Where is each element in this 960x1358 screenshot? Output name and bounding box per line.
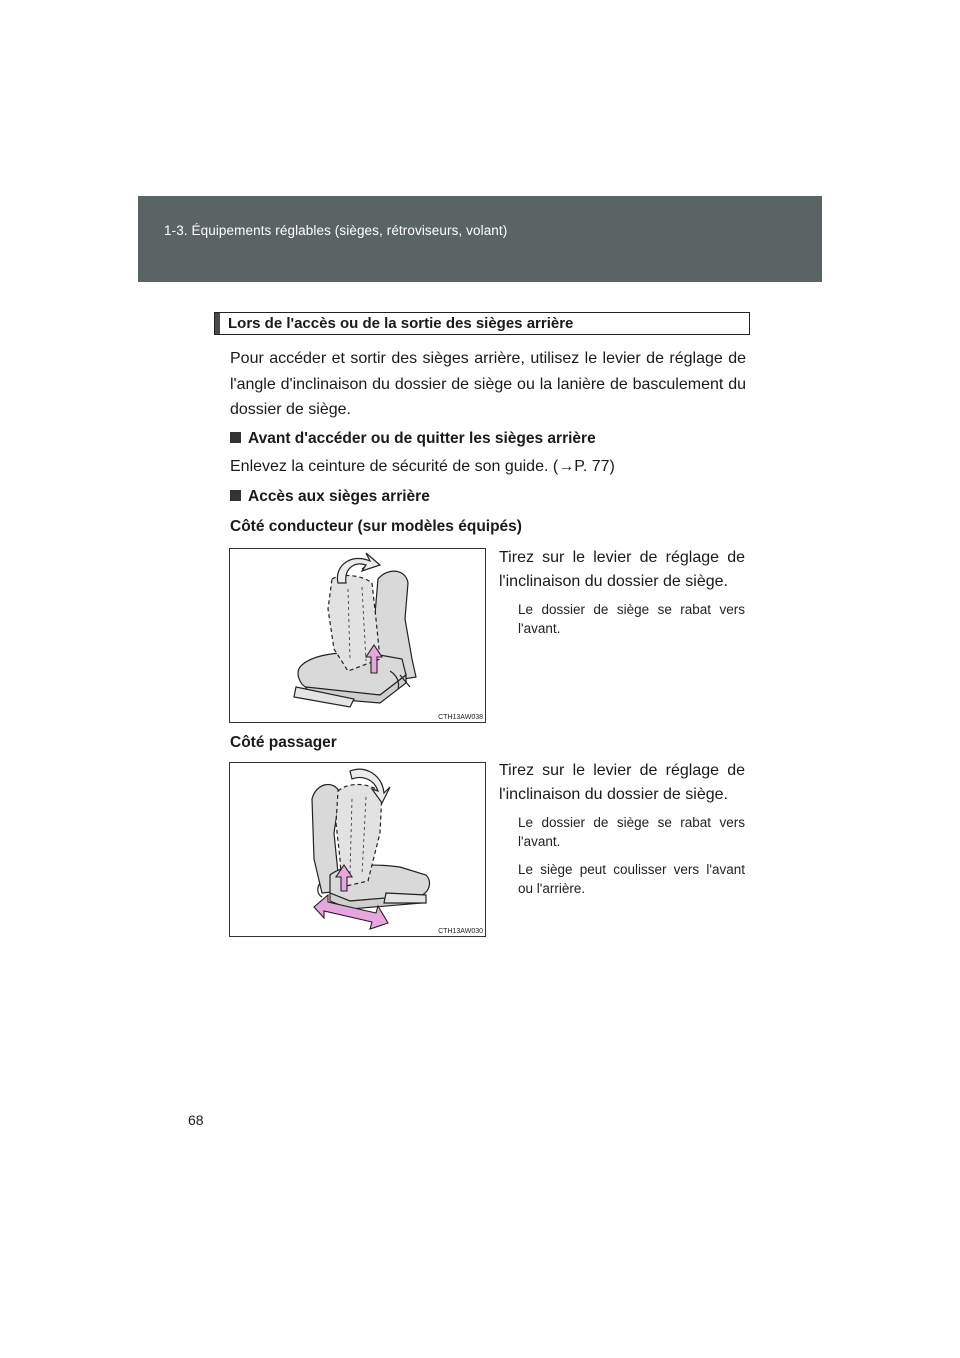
seatbelt-text: Enlevez la ceinture de sécurité de son guide. ( bbox=[230, 458, 559, 475]
passenger-side-heading: Côté passager bbox=[230, 734, 337, 751]
section-title: Lors de l'accès ou de la sortie des sièges arrière bbox=[228, 315, 574, 332]
seatbelt-instruction bbox=[230, 458, 615, 476]
chapter-title: 1-3. Équipements réglables (sièges, rétroviseurs, volant) bbox=[164, 223, 508, 238]
subheading-before-access bbox=[230, 430, 596, 448]
driver-side-heading: Côté conducteur (sur modèles équipés) bbox=[230, 518, 522, 535]
passenger-instruction: Tirez sur le levier de réglage de l'inclinaison du dossier de siège. bbox=[499, 762, 745, 803]
page-number: 68 bbox=[188, 1112, 204, 1128]
page-reference-link[interactable]: P. 77) bbox=[574, 458, 615, 475]
driver-seat-illustration bbox=[229, 548, 486, 723]
arrow-right-icon: → bbox=[558, 458, 575, 475]
figure-code: CTH13AW030 bbox=[438, 928, 483, 935]
section-tab-marker bbox=[215, 313, 220, 334]
passenger-note-fold: Le dossier de siège se rabat vers l'avant. bbox=[518, 815, 745, 849]
chapter-header-bar bbox=[138, 196, 822, 282]
driver-instruction: Tirez sur le levier de réglage de l'inclinaison du dossier de siège. bbox=[499, 549, 745, 590]
intro-paragraph: Pour accéder et sortir des sièges arrière, utilisez le levier de réglage de l'angle d'inclinaison du dossier de siège ou la lanière de basculement du dossier de siège. bbox=[230, 350, 746, 418]
subheading-access-rear bbox=[230, 488, 430, 506]
passenger-note-slide: Le siège peut coulisser vers l'avant ou l'arrière. bbox=[518, 862, 745, 896]
subheading-access-rear-text: Accès aux sièges arrière bbox=[248, 488, 430, 505]
square-bullet-icon bbox=[230, 432, 241, 443]
passenger-seat-illustration bbox=[229, 762, 486, 937]
driver-seat-drawing bbox=[230, 549, 486, 723]
section-heading-box bbox=[214, 312, 750, 335]
passenger-seat-drawing bbox=[230, 763, 486, 937]
subheading-before-access-text: Avant d'accéder ou de quitter les sièges arrière bbox=[248, 430, 596, 447]
figure-code: CTH13AW038 bbox=[438, 714, 483, 721]
driver-note: Le dossier de siège se rabat vers l'avant. bbox=[518, 602, 745, 636]
square-bullet-icon bbox=[230, 490, 241, 501]
